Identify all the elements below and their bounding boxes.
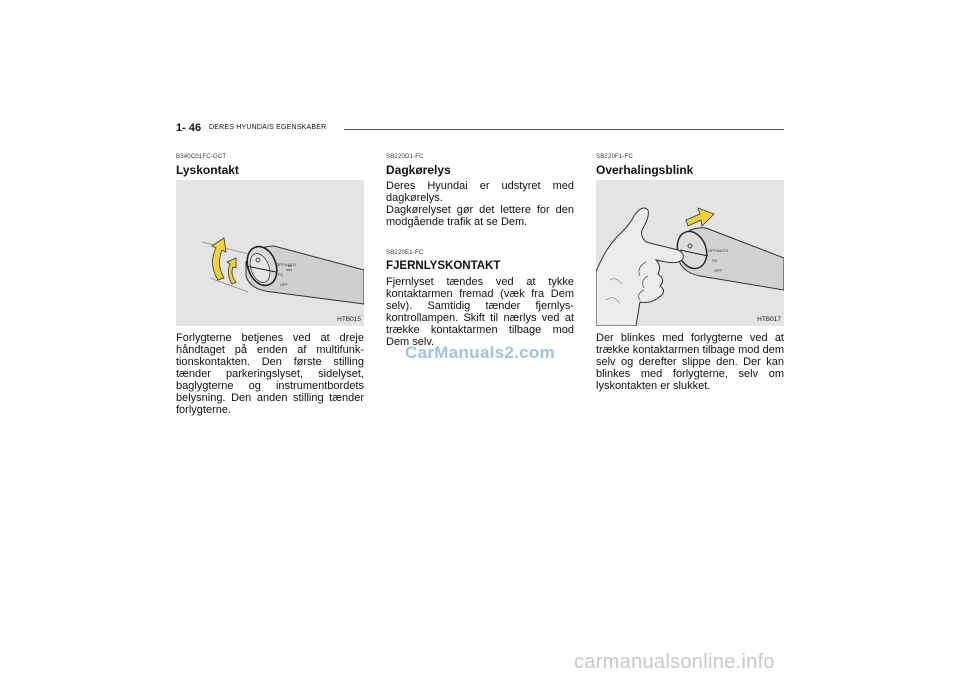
watermark-text: CarManuals2.com <box>405 343 555 362</box>
svg-text:≡D: ≡D <box>712 258 718 263</box>
svg-text:≡D: ≡D <box>278 272 284 277</box>
section-code: SB220E1-FC <box>386 250 424 256</box>
column-overhalingsblink <box>596 154 784 392</box>
header-rule <box>344 129 784 130</box>
svg-text:OFF: OFF <box>714 268 722 273</box>
section-code: B340C01FC-GCT <box>176 154 227 160</box>
section-heading: Overhalingsblink <box>596 163 694 177</box>
page-number: 1- 46 <box>176 122 202 134</box>
body-text: Forlygterne betjenes ved at dreje håndtaget på enden af multifunk-tionskontakten. Den første stilling tænder parkeringslyset, sidelyset, baglygterne og instrumentbordets belysning. Den anden stilling tænder forlygterne. <box>176 332 364 416</box>
hand-pulling-stalk-illustration <box>596 180 784 326</box>
svg-text:OFF: OFF <box>280 282 288 287</box>
headlight-switch-stalk-illustration <box>176 180 364 326</box>
footer-watermark: carmanualsonline.info <box>574 651 775 673</box>
svg-text:OFF/AUTO: OFF/AUTO <box>708 248 729 253</box>
section-code: SB220F1-FC <box>596 154 634 160</box>
body-text <box>386 180 574 228</box>
section-title: DERES HYUNDAIS EGENSKABER <box>209 124 327 131</box>
section-heading: Dagkørelys <box>386 163 451 177</box>
figure-label: HTB015 <box>337 316 361 323</box>
page-header <box>176 124 784 136</box>
section-code: SB220D1-FC <box>386 154 424 160</box>
svg-text:OFF/AUTO: OFF/AUTO <box>276 262 297 267</box>
figure-flash-to-pass <box>596 180 784 326</box>
body-text: Fjernlyset tændes ved at tykke kontaktarmen fremad (væk fra Dem selv). Samtidig tænder fjernlys-kontrollampen. Skift til nærlys ved at trække kontaktarmen tilbage mod Dem selv. <box>386 276 574 348</box>
figure-label: HTB017 <box>757 316 781 323</box>
body-paragraph: Dagkørelyset gør det lettere for den modgående trafik at se Dem. <box>386 204 574 228</box>
subsection-fjernlyskontakt <box>386 250 574 348</box>
body-paragraph: Deres Hyundai er udstyret med dagkørelys. <box>386 180 574 204</box>
column-dagkorelys <box>386 154 574 348</box>
column-lyskontakt <box>176 154 364 416</box>
section-heading: FJERNLYSKONTAKT <box>386 260 501 272</box>
section-heading: Lyskontakt <box>176 163 239 177</box>
figure-headlight-switch <box>176 180 364 326</box>
body-text: Der blinkes med forlygterne ved at trække kontaktarmen tilbage mod dem selv og derefter slippe den. Der kan blinkes med forlygterne, selv om lyskontakten er slukket. <box>596 332 784 392</box>
